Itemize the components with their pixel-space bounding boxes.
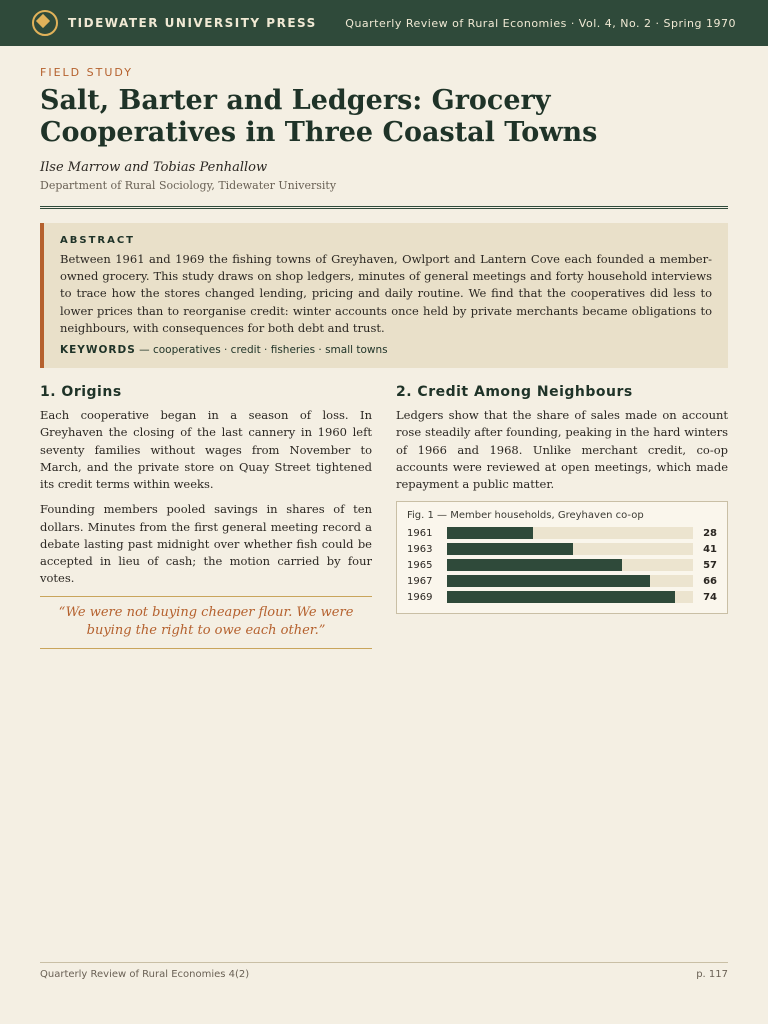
bar-row <box>407 527 717 539</box>
anchor-logo-icon <box>32 10 58 36</box>
bar <box>447 543 573 555</box>
bar <box>447 591 675 603</box>
bar-row <box>407 575 717 587</box>
abstract-label: ABSTRACT <box>60 234 135 246</box>
affiliation: Department of Rural Sociology, Tidewater University <box>40 178 337 192</box>
bar-chart <box>407 527 717 603</box>
bar-value-label: 28 <box>703 527 717 539</box>
article-header <box>0 46 768 192</box>
keywords-label: KEYWORDS <box>60 344 136 357</box>
press-brand <box>32 10 317 36</box>
figure-membership <box>396 501 728 614</box>
bar-row <box>407 543 717 555</box>
masthead <box>0 0 768 46</box>
bar <box>447 575 650 587</box>
article-title: Salt, Barter and Ledgers: Grocery Cooperatives in Three Coastal Towns <box>40 85 598 149</box>
bar-value-label: 66 <box>703 575 717 587</box>
bar <box>447 527 533 539</box>
bar <box>447 559 622 571</box>
column-right <box>396 384 728 659</box>
bar-track <box>447 543 693 555</box>
issue-line: Quarterly Review of Rural Economies · Vol. 4, No. 2 · Spring 1970 <box>345 16 736 30</box>
bar-track <box>447 559 693 571</box>
bar-category-label: 1963 <box>407 543 433 555</box>
abstract-box <box>40 223 728 368</box>
keywords-line: KEYWORDS — cooperatives · credit · fisheries · small towns <box>60 344 388 357</box>
section-heading: 1. Origins <box>40 384 122 401</box>
bar-track <box>447 527 693 539</box>
bar-track <box>447 575 693 587</box>
bar-track <box>447 591 693 603</box>
bar-category-label: 1965 <box>407 559 433 571</box>
bar-row <box>407 591 717 603</box>
body-columns <box>40 384 728 659</box>
bar-value-label: 74 <box>703 591 717 603</box>
abstract-text: Between 1961 and 1969 the fishing towns of Greyhaven, Owlport and Lantern Cove each founded a member-owned grocery. This study draws on shop ledgers, minutes of general meetings and forty household interviews to trace how the stores changed lending, pricing and daily routine. We find that the cooperatives did less to lower prices than to reorganise credit: winter accounts once held by private merchants became obligations to neighbours, with consequences for both debt and trust. <box>60 251 712 335</box>
pull-quote: “We were not buying cheaper flour. We were buying the right to owe each other.” <box>40 596 372 650</box>
section-heading: 2. Credit Among Neighbours <box>396 384 633 401</box>
keywords-text: cooperatives · credit · fisheries · small towns <box>152 344 388 357</box>
body-paragraph: Each cooperative began in a season of loss. In Greyhaven the closing of the last cannery in 1960 left seventy families without wages from November to March, and the private store on Quay Street tightened its credit terms within weeks. <box>40 408 372 492</box>
bar-row <box>407 559 717 571</box>
bar-category-label: 1969 <box>407 591 433 603</box>
footer-journal: Quarterly Review of Rural Economies 4(2) <box>40 969 250 980</box>
bar-value-label: 57 <box>703 559 717 571</box>
author-list: Ilse Marrow and Tobias Penhallow <box>40 159 268 175</box>
header-divider <box>40 206 728 209</box>
body-paragraph: Founding members pooled savings in shares of ten dollars. Minutes from the first general meeting record a debate lasting past midnight over whether fish could be accepted in lieu of cash; the motion carried by four votes. <box>40 502 372 586</box>
bar-value-label: 41 <box>703 543 717 555</box>
column-left <box>40 384 372 659</box>
article-kicker: FIELD STUDY <box>40 66 133 79</box>
page-footer <box>40 962 728 980</box>
page-number: p. 117 <box>696 969 728 980</box>
bar-category-label: 1961 <box>407 527 433 539</box>
body-paragraph: Ledgers show that the share of sales made on account rose steadily after founding, peaking in the hard winters of 1966 and 1968. Unlike merchant credit, co-op accounts were reviewed at open meetings, which made repayment a public matter. <box>396 408 728 492</box>
press-name: TIDEWATER UNIVERSITY PRESS <box>68 16 317 30</box>
figure-caption: Fig. 1 — Member households, Greyhaven co-op <box>407 510 644 522</box>
bar-category-label: 1967 <box>407 575 433 587</box>
